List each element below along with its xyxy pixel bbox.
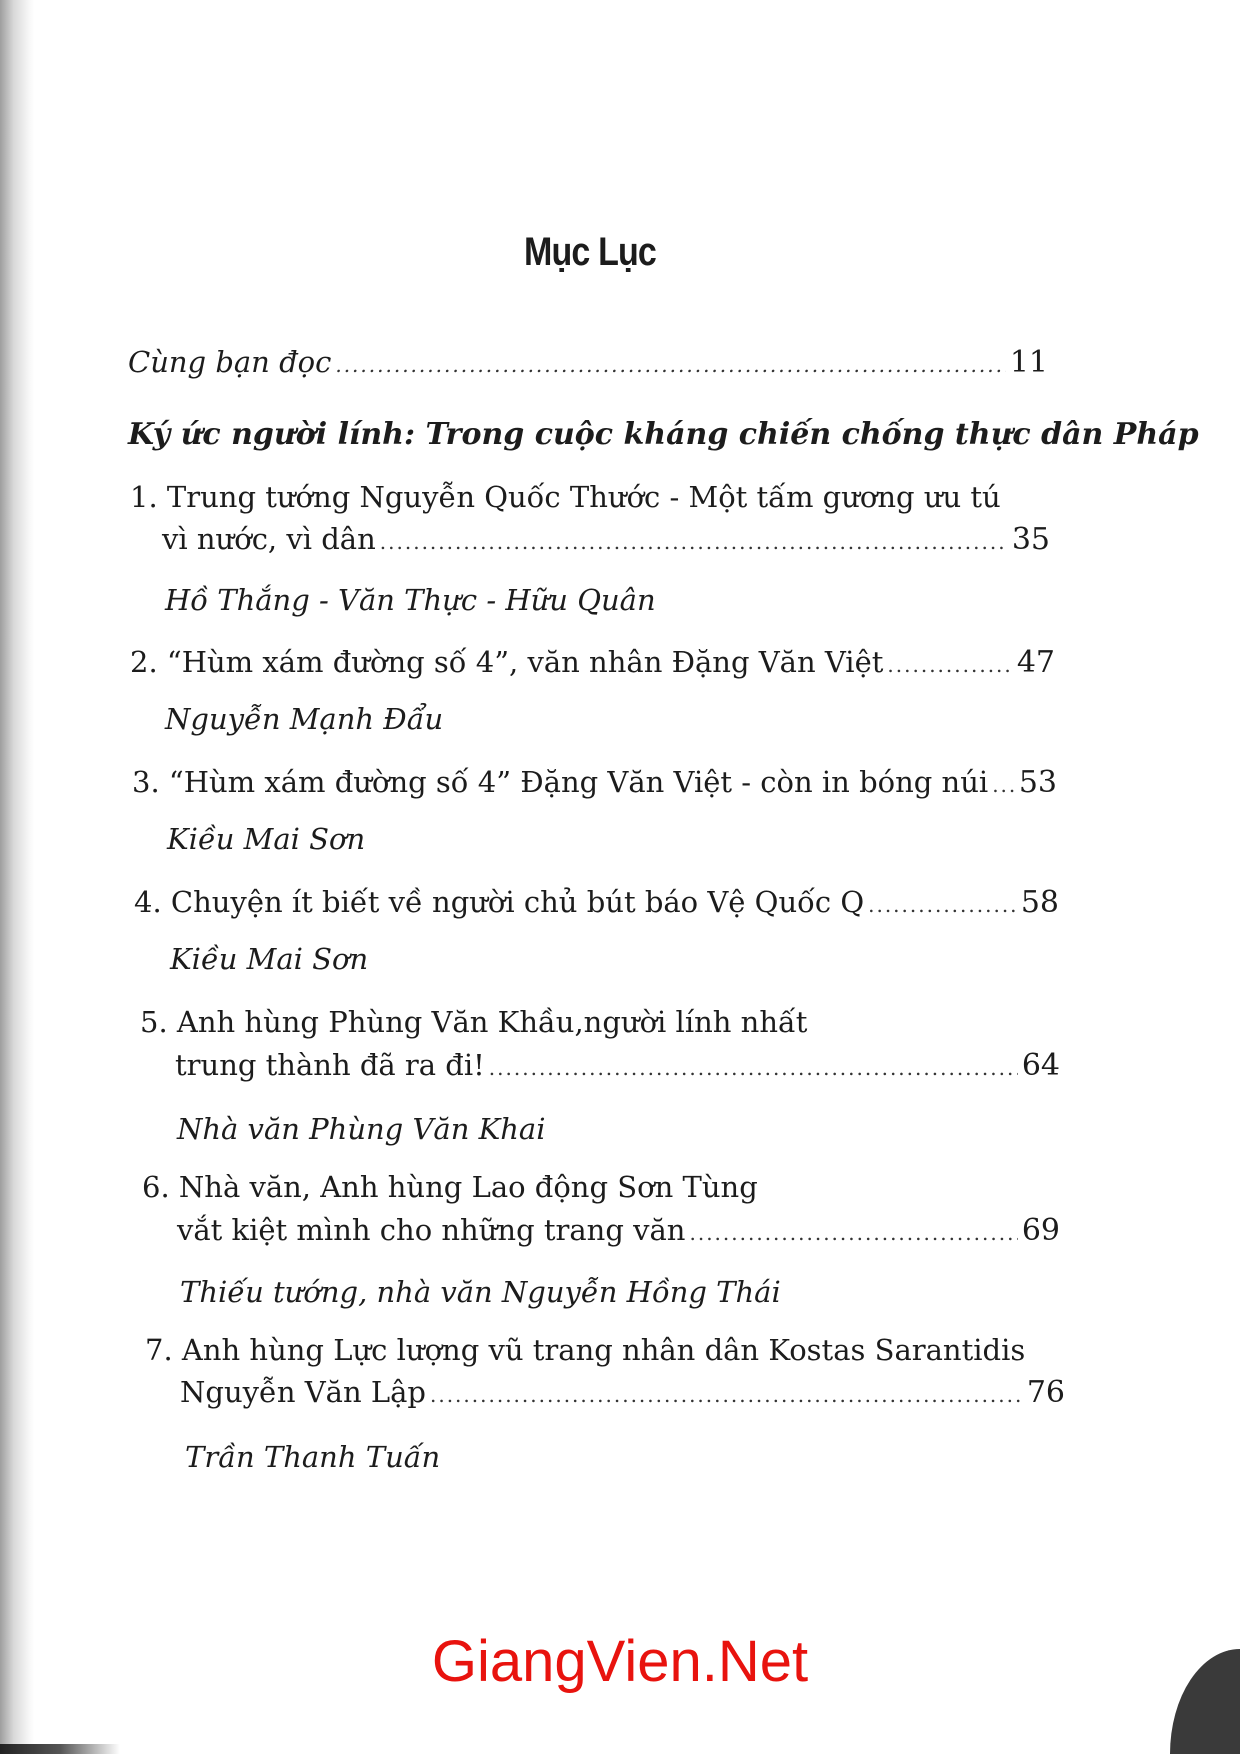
- toc-entry-title[interactable]: 1. Trung tướng Nguyễn Quốc Thước - Một tấm gương ưu tú: [130, 480, 1001, 514]
- toc-entry-title-cont: vì nước, vì dân: [162, 522, 376, 556]
- toc-entry-author: Nhà văn Phùng Văn Khai: [177, 1112, 546, 1146]
- toc-page-number: 58: [1020, 885, 1059, 920]
- page-binding-shadow: [0, 0, 34, 1754]
- toc-entry[interactable]: [130, 645, 1055, 680]
- toc-entry-author: Trần Thanh Tuấn: [185, 1440, 441, 1474]
- toc-page-number: 76: [1026, 1375, 1065, 1410]
- toc-entry-author: Hồ Thắng - Văn Thực - Hữu Quân: [165, 583, 656, 617]
- toc-page-number: 11: [1009, 345, 1048, 380]
- toc-leader-dots: [887, 653, 1012, 677]
- toc-entry-title: 4. Chuyện ít biết về người chủ bút báo Vệ Quốc Q: [134, 885, 865, 919]
- toc-entry-title-cont: vắt kiệt mình cho những trang văn: [177, 1213, 686, 1247]
- toc-leader-dots: [992, 773, 1015, 797]
- toc-entry[interactable]: [162, 522, 1050, 557]
- section-heading: Ký ức người lính: Trong cuộc kháng chiến chống thực dân Pháp: [128, 417, 1199, 452]
- toc-entry-title[interactable]: 7. Anh hùng Lực lượng vũ trang nhân dân Kostas Sarantidis: [145, 1333, 1026, 1367]
- toc-entry-author: Kiều Mai Sơn: [170, 942, 369, 976]
- toc-entry-title-cont: trung thành đã ra đi!: [175, 1048, 485, 1082]
- toc-page-number: 64: [1021, 1048, 1060, 1083]
- toc-page-number: 69: [1021, 1213, 1060, 1248]
- toc-entry[interactable]: [175, 1048, 1060, 1083]
- toc-entry-title: 2. “Hùm xám đường số 4”, văn nhân Đặng Văn Việt: [130, 645, 884, 679]
- toc-leader-dots: [430, 1383, 1023, 1407]
- toc-preface-label: Cùng bạn đọc: [128, 345, 332, 379]
- toc-entry-title[interactable]: 5. Anh hùng Phùng Văn Khầu,người lính nhất: [140, 1005, 808, 1039]
- toc-leader-dots: [335, 353, 1005, 377]
- toc-entry-author: Kiều Mai Sơn: [167, 822, 366, 856]
- toc-page-number: 35: [1011, 522, 1050, 557]
- toc-entry-title[interactable]: 6. Nhà văn, Anh hùng Lao động Sơn Tùng: [142, 1170, 758, 1204]
- toc-entry[interactable]: [132, 765, 1057, 800]
- toc-entry-author: Thiếu tướng, nhà văn Nguyễn Hồng Thái: [180, 1275, 781, 1309]
- toc-page-number: 47: [1016, 645, 1055, 680]
- toc-entry[interactable]: [180, 1375, 1065, 1410]
- toc-leader-dots: [689, 1221, 1017, 1245]
- toc-entry[interactable]: [177, 1213, 1060, 1248]
- toc-entry-title: 3. “Hùm xám đường số 4” Đặng Văn Việt - còn in bóng núi: [132, 765, 989, 799]
- toc-entry-author: Nguyễn Mạnh Đẩu: [165, 702, 444, 736]
- scan-edge-bottom-left: [0, 1744, 120, 1754]
- toc-entry-title-cont: Nguyễn Văn Lập: [180, 1375, 426, 1409]
- toc-page-number: 53: [1018, 765, 1057, 800]
- watermark-logo: GiangVien.Net: [431, 1629, 809, 1694]
- toc-entry[interactable]: [134, 885, 1059, 920]
- page-title: Mục Lục: [524, 230, 656, 274]
- toc-preface[interactable]: [128, 345, 1048, 380]
- toc-leader-dots: [489, 1056, 1018, 1080]
- toc-leader-dots: [380, 530, 1008, 554]
- toc-leader-dots: [868, 893, 1017, 917]
